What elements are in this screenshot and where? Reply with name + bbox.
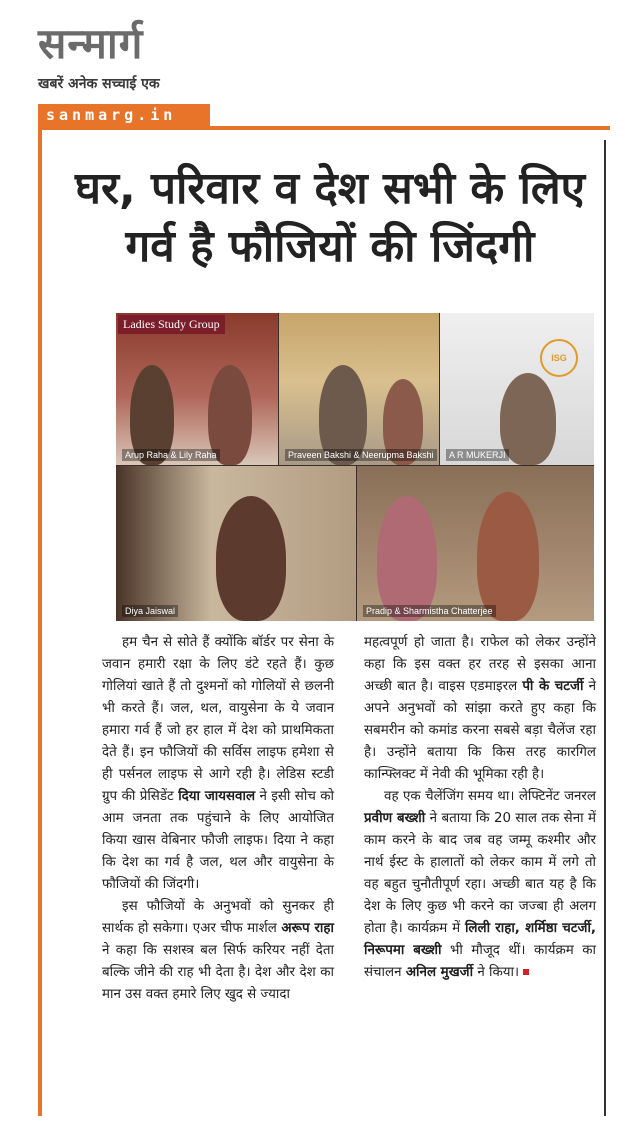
person-names: लिली राहा, शर्मिष्ठा चटर्जी, निरूपमा बख्शी [364, 921, 597, 958]
article-paragraph [364, 632, 596, 786]
site-url[interactable]: sanmarg.in [38, 104, 210, 126]
text: ने इसी सोच को आम जनता तक पहुंचाने के लिए आयोजित किया खास वेबिनार फौजी लाइफ। दिया ने कहा कि देश का गर्व है जल, थल और वायुसेना के फौजियों की जिंदगी। [102, 789, 334, 892]
tile-diya-jaiswal [116, 466, 356, 621]
header-rule [38, 126, 610, 130]
headline-line-1: घर, परिवार व देश सभी के लिए [74, 163, 586, 214]
text: ने बताया कि 20 साल तक सेना में काम करने के बाद जब वह जम्मू कश्मीर और नार्थ ईस्ट के हालातों को लेकर काम में लगे तो वह बहुत चुनौतीपूर्ण रहा। अच्छी बात यह है कि देश के लिए कुछ भी करने का जज्बा ही अलग होता है। कार्यक्रम में [364, 811, 596, 936]
article-column-2 [364, 632, 596, 984]
article-column-1 [102, 632, 334, 1006]
person-figure [477, 492, 539, 621]
tagline: खबरें अनेक सच्चाई एक [38, 76, 160, 92]
person-name: अरूप राहा [281, 921, 334, 936]
end-mark [523, 969, 529, 975]
text: हम चैन से सोते हैं क्योंकि बॉर्डर पर सेना के जवान हमारी रक्षा के लिए डंटे रहते हैं। कुछ गोलियां खाते हैं तो दुश्मनों को गोलियों से छलनी भी करते हैं। जल, थल, वायुसेना के ये जवान हमारा गर्व हैं जो हर हाल में देश को प्राथमिकता देते हैं। इन फौजियों की सर्विस लाइफ हमेशा से ही पर्सनल लाइफ से आगे रही है। लेडिस स्टडी ग्रुप की प्रेसिडेंट [102, 635, 334, 804]
right-border-rule [604, 140, 606, 1116]
person-figure [216, 496, 286, 621]
headline [60, 160, 600, 276]
article-paragraph [364, 786, 596, 984]
person-name: प्रवीण बख्शी [364, 811, 426, 826]
person-name: पी के चटर्जी [522, 679, 584, 694]
person-name: दिया जायसवाल [178, 789, 256, 804]
text: इस फौजियों के अनुभवों को सुनकर ही सार्थक हो सकेगा। एअर चीफ मार्शल [102, 899, 334, 936]
host-name: अनिल मुखर्जी [405, 965, 474, 980]
webinar-screenshot-photo [116, 313, 594, 621]
person-figure [377, 496, 437, 621]
group-badge: Ladies Study Group [118, 315, 225, 334]
isg-logo: ISG [540, 339, 578, 377]
left-border-rule [38, 126, 42, 1116]
tile-praveen-bakshi [279, 313, 439, 465]
article-paragraph [102, 896, 334, 1006]
participant-name: A R MUKERJI [446, 449, 509, 461]
tile-ar-mukerji [440, 313, 594, 465]
masthead [38, 20, 160, 93]
headline-line-2: गर्व है फौजियों की जिंदगी [125, 221, 535, 272]
participant-name: Pradip & Sharmistha Chatterjee [363, 605, 496, 617]
newspaper-logo: सन्मार्ग [38, 19, 144, 68]
tile-arup-raha [116, 313, 278, 465]
text: वह एक चैलेंजिंग समय था। लेफ्टिनेंट जनरल [384, 789, 596, 804]
tile-pradip-chatterjee [357, 466, 594, 621]
participant-name: Praveen Bakshi & Neerupma Bakshi [285, 449, 437, 461]
participant-name: Arup Raha & Lily Raha [122, 449, 220, 461]
text: भी मौजूद थीं। कार्यक्रम का संचालन [364, 943, 596, 980]
text: ने अपने अनुभवों को सांझा करते हुए कहा कि सबमरीन को कमांड करना सबसे बड़ा चैलेंज रहा है। उन्होंने बताया कि किस तरह कारगिल कान्फ्लिक्ट में नेवी की भूमिका रही है। [364, 679, 596, 782]
article-paragraph [102, 632, 334, 896]
text: ने कहा कि सशस्त्र बल सिर्फ करियर नहीं देता बल्कि जीने की राह भी देता है। देश और देश का मान उस वक्त हमारे लिए खुद से ज्यादा [102, 943, 334, 1002]
text: ने किया। [477, 965, 520, 980]
text: महत्वपूर्ण हो जाता है। राफेल को लेकर उन्होंने कहा कि इस वक्त हर तरह से इसका आना अच्छी बात है। वाइस एडमाइरल [364, 635, 596, 694]
participant-name: Diya Jaiswal [122, 605, 178, 617]
